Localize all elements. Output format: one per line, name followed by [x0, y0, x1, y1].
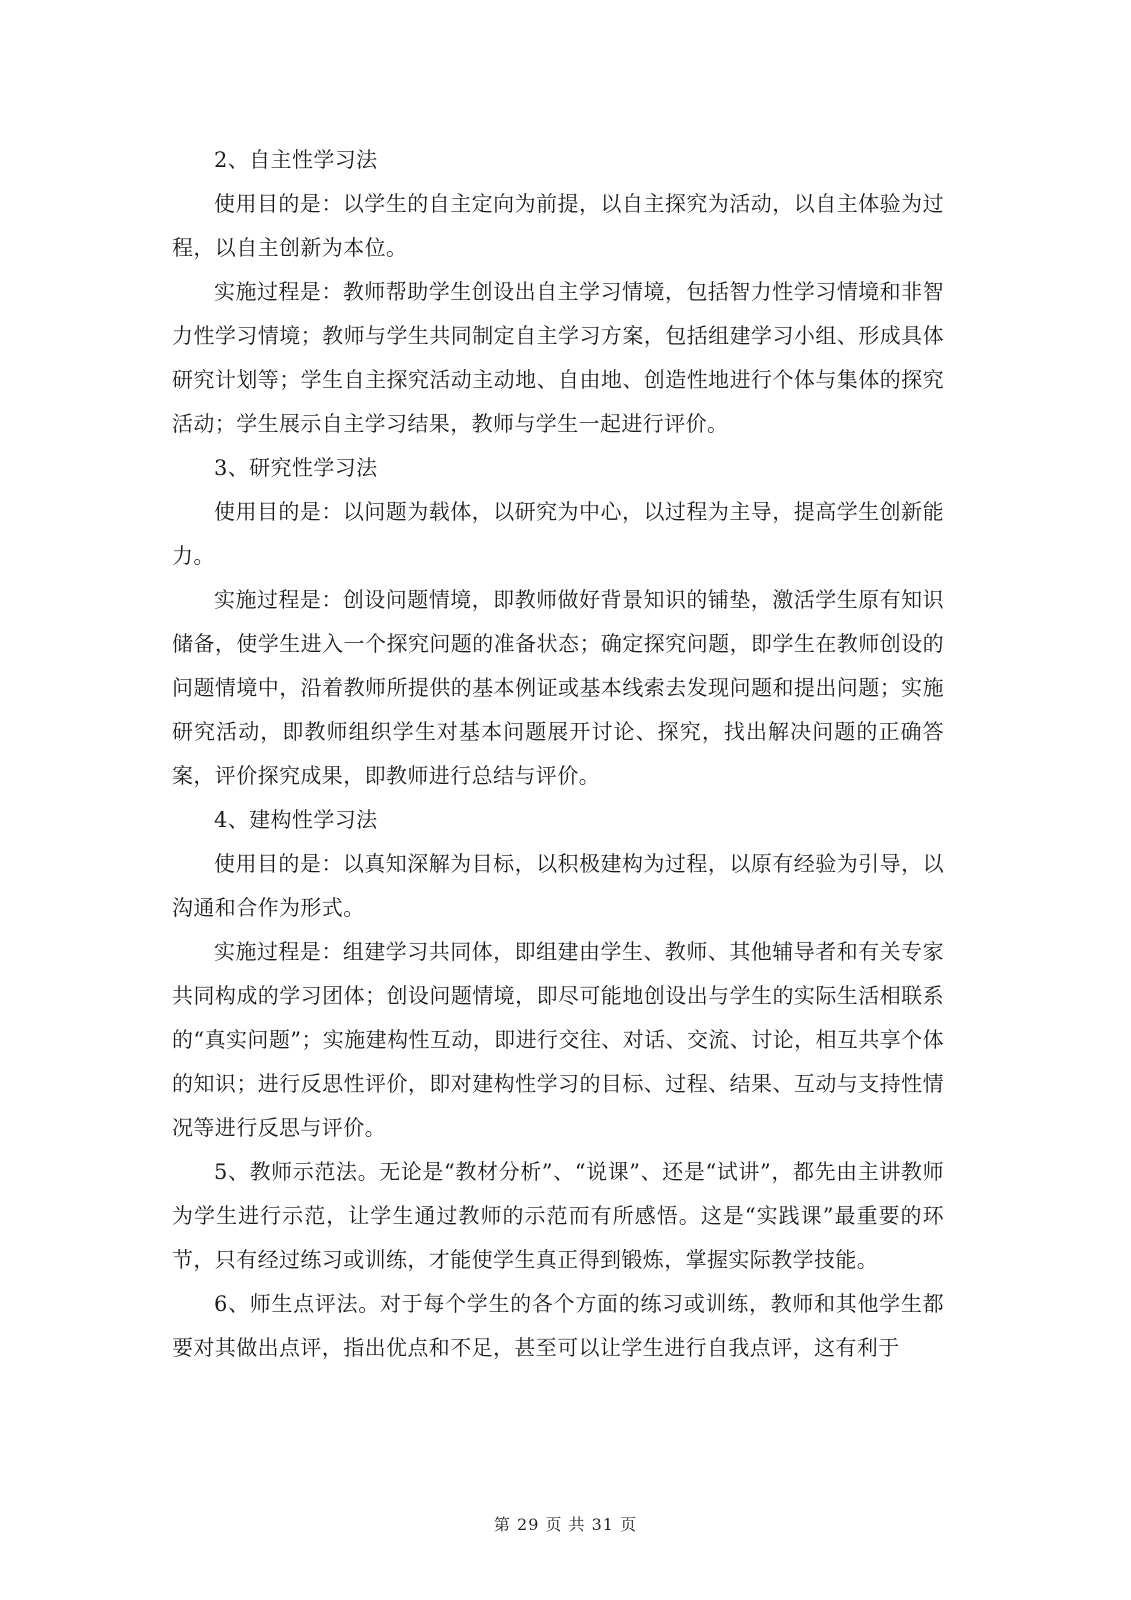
paragraph: 实施过程是：创设问题情境，即教师做好背景知识的铺垫，激活学生原有知识储备，使学生进入一个探究问题的准备状态；确定探究问题，即学生在教师创设的问题情境中，沿着教师所提供的基本例证或基本线索去发现问题和提出问题；实施研究活动，即教师组织学生对基本问题展开讨论、探究，找出解决问题的正确答案，评价探究成果，即教师进行总结与评价。	[172, 588, 944, 788]
page-number: 第 29 页 共 31 页	[493, 1515, 638, 1534]
paragraph: 实施过程是：教师帮助学生创设出自主学习情境，包括智力性学习情境和非智力性学习情境；教师与学生共同制定自主学习方案，包括组建学习小组、形成具体研究计划等；学生自主探究活动主动地、自由地、创造性地进行个体与集体的探究活动；学生展示自主学习结果，教师与学生一起进行评价。	[172, 280, 944, 436]
paragraph: 使用目的是：以学生的自主定向为前提，以自主探究为活动，以自主体验为过程，以自主创新为本位。	[172, 192, 944, 260]
paragraph: 使用目的是：以真知深解为目标，以积极建构为过程，以原有经验为引导，以沟通和合作为形式。	[172, 852, 944, 920]
heading-constructive-learning: 4、建构性学习法	[214, 808, 378, 832]
heading-autonomous-learning: 2、自主性学习法	[214, 148, 378, 172]
heading-research-learning: 3、研究性学习法	[214, 456, 378, 480]
paragraph: 使用目的是：以问题为载体，以研究为中心，以过程为主导，提高学生创新能力。	[172, 500, 944, 568]
paragraph-peer-review: 6、师生点评法。对于每个学生的各个方面的练习或训练，教师和其他学生都要对其做出点评，指出优点和不足，甚至可以让学生进行自我点评，这有利于	[172, 1292, 944, 1360]
paragraph: 实施过程是：组建学习共同体，即组建由学生、教师、其他辅导者和有关专家共同构成的学习团体；创设问题情境，即尽可能地创设出与学生的实际生活相联系的“真实问题”；实施建构性互动，即进行交往、对话、交流、讨论，相互共享个体的知识；进行反思性评价，即对建构性学习的目标、过程、结果、互动与支持性情况等进行反思与评价。	[172, 940, 944, 1140]
body-text	[172, 138, 944, 1370]
paragraph-teacher-demonstration: 5、教师示范法。无论是“教材分析”、“说课”、还是“试讲”，都先由主讲教师为学生进行示范，让学生通过教师的示范而有所感悟。这是“实践课”最重要的环节，只有经过练习或训练，才能使学生真正得到锻炼，掌握实际教学技能。	[172, 1160, 944, 1272]
